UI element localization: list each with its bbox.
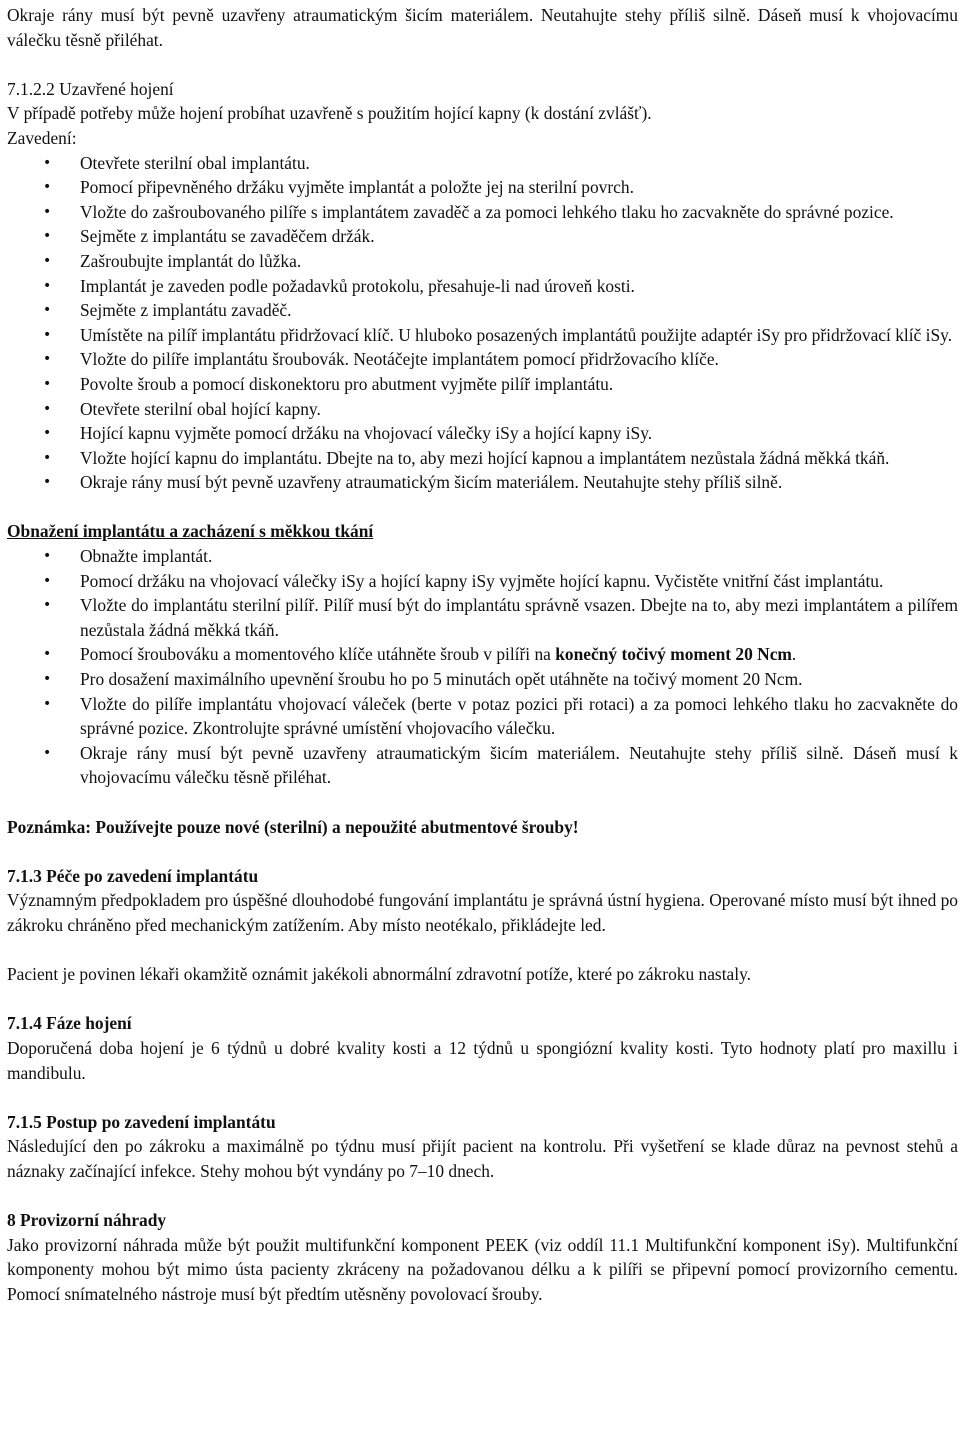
list-item: • Vložte do pilíře implantátu vhojovací váleček (berte v potaz pozici při rotaci) a za pomoci lehkého tlaku ho zacvakněte do správné pozice. Zkontrolujte správné umístění vhojovacího válečku. [7, 692, 958, 741]
torque-value: konečný točivý moment 20 Ncm [555, 644, 792, 665]
spacer [7, 839, 958, 864]
torque-suffix: . [791, 644, 797, 665]
list-item: • Obnažte implantát. [7, 544, 958, 569]
label-insertion: Zavedení: [7, 127, 77, 148]
paragraph-closed-intro: V případě potřeby může hojení probíhat uzavřeně s použitím hojící kapny (k dostání zvlášť). [7, 103, 652, 124]
torque-text: Pomocí šroubováku a momentového klíče utáhněte šroub v pilíři na [80, 644, 556, 665]
heading-care: 7.1.3 Péče po zavedení implantátu [7, 865, 259, 886]
list-item: • Hojící kapnu vyjměte pomocí držáku na vhojovací válečky iSy a hojící kapny iSy. [7, 421, 958, 446]
list-item: • Vložte do zašroubovaného pilíře s implantátem zavaděč a za pomoci lehkého tlaku ho zacvakněte do správné pozice. [7, 200, 958, 225]
spacer [7, 987, 958, 1012]
list-insertion-steps [7, 151, 958, 495]
list-item: • Pro dosažení maximálního upevnění šroubu ho po 5 minutách opět utáhněte na točivý moment 20 Ncm. [7, 667, 958, 692]
spacer [7, 790, 958, 815]
paragraph-care-report: Pacient je povinen lékaři okamžitě oznámit jakékoli abnormální zdravotní potíže, které po zákroku nastaly. [7, 964, 751, 985]
list-item: • Otevřete sterilní obal implantátu. [7, 151, 958, 176]
spacer [7, 52, 958, 77]
list-item: • Implantát je zaveden podle požadavků protokolu, přesahuje-li nad úroveň kosti. [7, 274, 958, 299]
paragraph-wound-closure: Okraje rány musí být pevně uzavřeny atraumatickým šicím materiálem. Neutahujte stehy příliš silně. Dáseň musí k vhojovacímu válečku těsně přiléhat. [7, 5, 958, 50]
spacer [7, 1085, 958, 1110]
paragraph-provisional: Jako provizorní náhrada může být použit multifunkční komponent PEEK (viz oddíl 11.1 Multifunkční komponent iSy). Multifunkční komponenty mohou být mimo ústa pacienty zkráceny na požadovanou délku a k pilíři se připevní pomocí provizorního cementu. Pomocí snímatelného nástroje musí být předtím utěsněny povolovací šrouby. [7, 1234, 958, 1304]
paragraph-healing: Doporučená doba hojení je 6 týdnů u dobré kvality kosti a 12 týdnů u spongiózní kvality kosti. Tyto hodnoty platí pro maxillu i mandibulu. [7, 1037, 958, 1083]
list-item: • Sejměte z implantátu zavaděč. [7, 298, 958, 323]
spacer [7, 938, 958, 963]
list-item: • Zašroubujte implantát do lůžka. [7, 249, 958, 274]
list-item: • Sejměte z implantátu se zavaděčem držák. [7, 224, 958, 249]
list-item: • Povolte šroub a pomocí diskonektoru pro abutment vyjměte pilíř implantátu. [7, 372, 958, 397]
list-item: • Pomocí držáku na vhojovací válečky iSy a hojící kapny iSy vyjměte hojící kapnu. Vyčistěte vnitřní část implantátu. [7, 569, 958, 594]
list-item: • Otevřete sterilní obal hojící kapny. [7, 397, 958, 422]
list-item: • Vložte do pilíře implantátu šroubovák. Neotáčejte implantátem pomocí přidržovacího klíče. [7, 347, 958, 372]
list-item: • Vložte hojící kapnu do implantátu. Dbejte na to, aby mezi hojící kapnou a implantátem nezůstala žádná měkká tkáň. [7, 446, 958, 471]
list-item: • Okraje rány musí být pevně uzavřeny atraumatickým šicím materiálem. Neutahujte stehy příliš silně. Dáseň musí k vhojovacímu válečku těsně přiléhat. [7, 741, 958, 790]
list-item: • Vložte do implantátu sterilní pilíř. Pilíř musí být do implantátu správně vsazen. Dbejte na to, aby mezi implantátem a pilířem nezůstala žádná měkká tkáň. [7, 593, 958, 642]
list-item-torque [7, 642, 958, 667]
heading-closed-healing: 7.1.2.2 Uzavřené hojení [7, 78, 174, 99]
heading-provisional: 8 Provizorní náhrady [7, 1210, 167, 1231]
note-abutment-screws: Poznámka: Používejte pouze nové (sterilní) a nepoužité abutmentové šrouby! [7, 816, 579, 837]
paragraph-care-hygiene: Významným předpokladem pro úspěšné dlouhodobé fungování implantátu je správná ústní hygiena. Operované místo musí být ihned po zákroku chráněno před mechanickým zatížením. Aby místo neotékalo, přikládejte led. [7, 890, 958, 935]
paragraph-after-insertion: Následující den po zákroku a maximálně po týdnu musí přijít pacient na kontrolu. Při vyšetření se klade důraz na pevnost stehů a náznaky začínající infekce. Stehy mohou být vyndány po 7–10 dnech. [7, 1136, 958, 1181]
heading-after-insertion: 7.1.5 Postup po zavedení implantátu [7, 1111, 276, 1132]
spacer [7, 495, 958, 520]
heading-exposure: Obnažení implantátu a zacházení s měkkou tkání [7, 521, 374, 542]
list-exposure-steps [7, 544, 958, 790]
list-item: • Umístěte na pilíř implantátu přidržovací klíč. U hluboko posazených implantátů použijte adaptér iSy pro přidržovací klíč iSy. [7, 323, 958, 348]
spacer [7, 1184, 958, 1209]
list-item: • Okraje rány musí být pevně uzavřeny atraumatickým šicím materiálem. Neutahujte stehy příliš silně. [7, 470, 958, 495]
heading-healing: 7.1.4 Fáze hojení [7, 1013, 132, 1034]
list-item: • Pomocí připevněného držáku vyjměte implantát a položte jej na sterilní povrch. [7, 175, 958, 200]
